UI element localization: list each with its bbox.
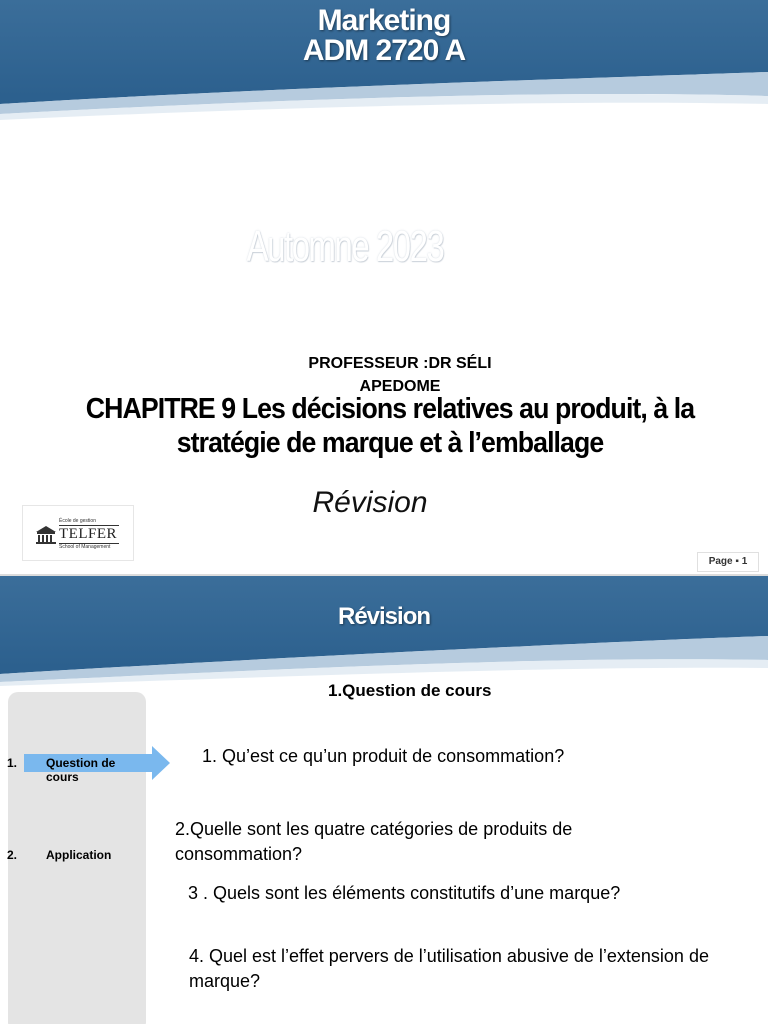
section-heading: 1.Question de cours (328, 681, 492, 700)
slide-subtitle: Révision (312, 486, 428, 519)
logo-name: TELFER (59, 526, 117, 542)
nav-item-application[interactable]: Application (46, 848, 112, 862)
question-item: 1. Qu’est ce qu’un produit de consommation? (202, 746, 565, 766)
professor-name: PROFESSEUR :DR SÉLI APEDOME (308, 355, 492, 395)
question-item: 4. Quel est l’effet pervers de l’utilisation abusive de l’extension de marque? (189, 946, 709, 991)
slide-2 (0, 576, 768, 1024)
course-code: ADM 2720 A (302, 34, 466, 67)
logo-top-text: École de gestion (59, 518, 96, 524)
question-item: 2.Quelle sont les quatre catégories de produits de consommation? (175, 819, 573, 864)
page-number: Page ▪ 1 (697, 552, 759, 572)
slide-title: Révision (337, 603, 431, 630)
course-title: Marketing (317, 4, 451, 37)
telfer-logo (22, 505, 134, 561)
season-text: Automne 2023 (246, 222, 444, 271)
question-item: 3 . Quels sont les éléments constitutifs d’une marque? (188, 883, 621, 903)
nav-number: 2. (7, 848, 18, 862)
nav-number: 1. (7, 756, 18, 770)
nav-item-question-de-cours[interactable]: Question de cours (46, 756, 116, 784)
building-icon (35, 524, 57, 551)
chapter-title: CHAPITRE 9 Les décisions relatives au produit, à la stratégie de marque et à l’emballage (85, 393, 695, 459)
logo-bottom-text: School of Management (59, 544, 111, 550)
